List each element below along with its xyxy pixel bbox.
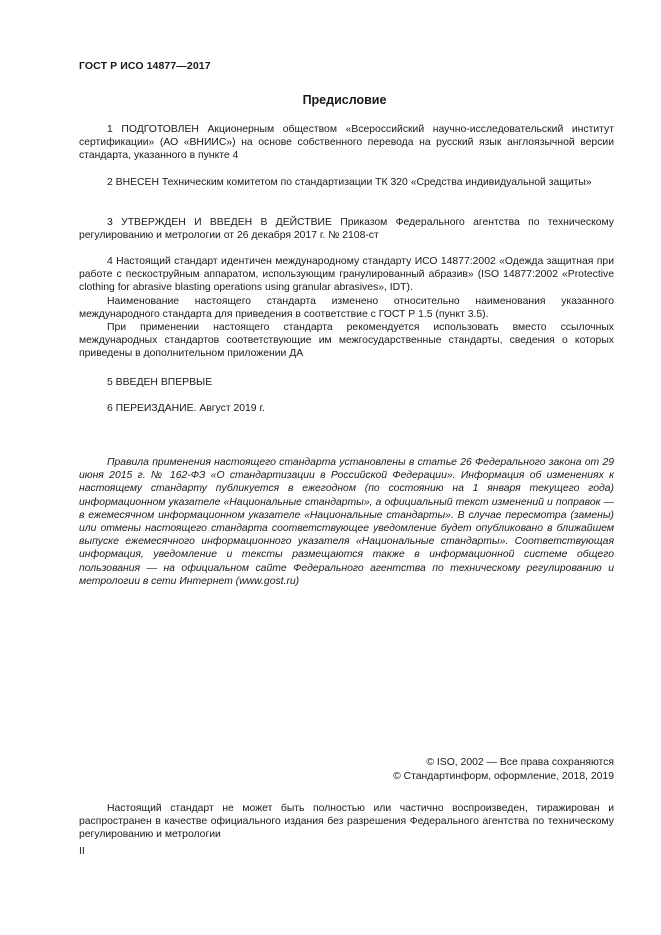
foreword-item-1 (79, 123, 614, 163)
foreword-item-2 (79, 176, 614, 189)
foreword-item-4 (79, 255, 614, 361)
reproduction-notice-text: Настоящий стандарт не может быть полностью или частично воспроизведен, тиражирован и распространен в качестве официального издания без разрешения Федерального агентства по техническому регулированию и метрологии (79, 803, 614, 841)
foreword-item-1-text: 1 ПОДГОТОВЛЕН Акционерным обществом «Всероссийский научно-исследовательский институт сертификации» (АО «ВНИИС») на основе собственного перевода на русский язык англоязычной версии стандарта, указанного в пункте 4 (79, 124, 614, 162)
foreword-item-4-paragraph-3: При применении настоящего стандарта рекомендуется использовать вместо ссылочных международных стандартов соответствующие им межгосударственные стандарты, сведения о которых приведены в дополнительном приложении ДА (79, 322, 614, 360)
page-title: Предисловие (302, 93, 387, 107)
foreword-item-3-text: 3 УТВЕРЖДЕН И ВВЕДЕН В ДЕЙСТВИЕ Приказом Федерального агентства по техническому регулированию и метрологии от 26 декабря 2017 г. № 2108-ст (79, 217, 614, 242)
copyright-iso: © ISO, 2002 — Все права сохраняются (426, 757, 614, 768)
standard-code-header: ГОСТ Р ИСО 14877—2017 (79, 60, 211, 72)
foreword-item-6-text: 6 ПЕРЕИЗДАНИЕ. Август 2019 г. (107, 403, 265, 414)
foreword-item-4-paragraph-2: Наименование настоящего стандарта изменено относительно наименования указанного международного стандарта для приведения в соответствие с ГОСТ Р 1.5 (пункт 3.5). (79, 295, 614, 320)
foreword-item-6 (79, 402, 614, 415)
copyright-block (393, 756, 614, 783)
foreword-item-3 (79, 216, 614, 242)
foreword-item-4-paragraph-1: 4 Настоящий стандарт идентичен международному стандарту ИСО 14877:2002 «Одежда защитная при работе с пескоструйным аппаратом, использующим гранулированный абразив» (ISO 14877:2002 «Protective clothing for abrasive blasting operations using granular abrasives», IDT). (79, 256, 614, 294)
foreword-item-2-text: 2 ВНЕСЕН Техническим комитетом по стандартизации ТК 320 «Средства индивидуальной защиты» (107, 177, 592, 188)
application-rules-notice (79, 456, 614, 588)
reproduction-notice (79, 802, 614, 842)
foreword-item-5 (79, 376, 614, 389)
copyright-standartinform: © Стандартинформ, оформление, 2018, 2019 (393, 770, 614, 782)
foreword-item-5-text: 5 ВВЕДЕН ВПЕРВЫЕ (107, 377, 213, 388)
page-number: II (79, 846, 85, 857)
application-rules-notice-text: Правила применения настоящего стандарта установлены в статье 26 Федерального закона от 29 июня 2015 г. № 162-ФЗ «О стандартизации в Российской Федерации». Информация об изменениях к настоящему стандарту публикуется в ежегодном (по состоянию на 1 января текущего года) информационном указателе «Национальные стандарты», а официальный текст изменений и поправок — в ежемесячном информационном указателе «Национальные стандарты». В случае пересмотра (замены) или отмены настоящего стандарта соответствующее уведомление будет опубликовано в ближайшем выпуске ежемесячного информационного указателя «Национальные стандарты». Соответствующая информация, уведомление и тексты размещаются также в информационной системе общего пользования — на официальном сайте Федерального агентства по техническому регулированию и метрологии в сети Интернет (www.gost.ru) (79, 457, 614, 587)
